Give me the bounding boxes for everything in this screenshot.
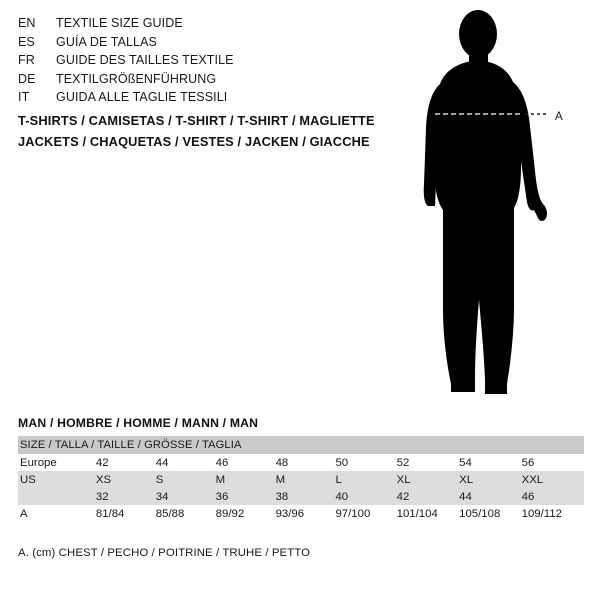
cell: 101/104 — [397, 505, 459, 522]
cell: 89/92 — [216, 505, 276, 522]
size-table-block — [18, 416, 584, 522]
language-code: FR — [18, 53, 35, 68]
cell: 34 — [156, 488, 216, 505]
cell: 97/100 — [335, 505, 396, 522]
cell: 42 — [397, 488, 459, 505]
cell: 85/88 — [156, 505, 216, 522]
cell: 44 — [156, 454, 216, 471]
cell: 48 — [276, 454, 336, 471]
cell: 109/112 — [522, 505, 584, 522]
cell: M — [216, 471, 276, 488]
cell: 32 — [96, 488, 156, 505]
row-label: Europe — [18, 454, 96, 471]
row-label — [18, 488, 96, 505]
row-label: A — [18, 505, 96, 522]
table-header-label: SIZE / TALLA / TAILLE / GRÖSSE / TAGLIA — [18, 436, 584, 454]
language-code: DE — [18, 71, 36, 86]
language-text: GUIDE DES TAILLES TEXTILE — [56, 53, 234, 68]
row-label: US — [18, 471, 96, 488]
cell: 81/84 — [96, 505, 156, 522]
cell: 46 — [522, 488, 584, 505]
male-silhouette-figure — [395, 8, 595, 408]
cell: 46 — [216, 454, 276, 471]
category-list — [18, 110, 438, 152]
language-code: ES — [18, 34, 35, 49]
language-text: TEXTILGRÖßENFÜHRUNG — [56, 71, 217, 86]
table-header-row — [18, 436, 584, 454]
language-list — [18, 14, 408, 107]
size-table — [18, 436, 584, 522]
table-title: MAN / HOMBRE / HOMME / MANN / MAN — [18, 416, 259, 430]
language-row — [18, 70, 408, 89]
cell: XS — [96, 471, 156, 488]
language-text: GUÍA DE TALLAS — [56, 34, 157, 49]
language-code: EN — [18, 16, 36, 30]
cell: XL — [397, 471, 459, 488]
cell: 40 — [335, 488, 396, 505]
category-jackets: JACKETS / CHAQUETAS / VESTES / JACKEN / GIACCHE — [18, 134, 370, 149]
cell: 42 — [96, 454, 156, 471]
cell: 56 — [522, 454, 584, 471]
table-row — [18, 488, 584, 505]
cell: 38 — [276, 488, 336, 505]
cell: 93/96 — [276, 505, 336, 522]
cell: 50 — [335, 454, 396, 471]
cell: M — [276, 471, 336, 488]
cell: S — [156, 471, 216, 488]
language-text: GUIDA ALLE TAGLIE TESSILI — [56, 90, 228, 105]
language-row — [18, 33, 408, 52]
cell: L — [335, 471, 396, 488]
category-tshirts: T-SHIRTS / CAMISETAS / T-SHIRT / T-SHIRT / MAGLIETTE — [18, 113, 375, 128]
cell: XL — [459, 471, 521, 488]
language-row — [18, 88, 408, 107]
language-code: IT — [18, 90, 30, 105]
table-row — [18, 505, 584, 522]
table-row — [18, 471, 584, 488]
cell: 44 — [459, 488, 521, 505]
language-row — [18, 14, 408, 33]
table-row — [18, 454, 584, 471]
language-text: TEXTILE SIZE GUIDE — [56, 16, 183, 30]
language-row — [18, 51, 408, 70]
cell: 52 — [397, 454, 459, 471]
cell: 105/108 — [459, 505, 521, 522]
measure-label-a: A — [555, 111, 564, 123]
silhouette-svg — [395, 8, 595, 408]
cell: 36 — [216, 488, 276, 505]
cell: XXL — [522, 471, 584, 488]
footnote: A. (cm) CHEST / PECHO / POITRINE / TRUHE / PETTO — [18, 547, 311, 559]
cell: 54 — [459, 454, 521, 471]
